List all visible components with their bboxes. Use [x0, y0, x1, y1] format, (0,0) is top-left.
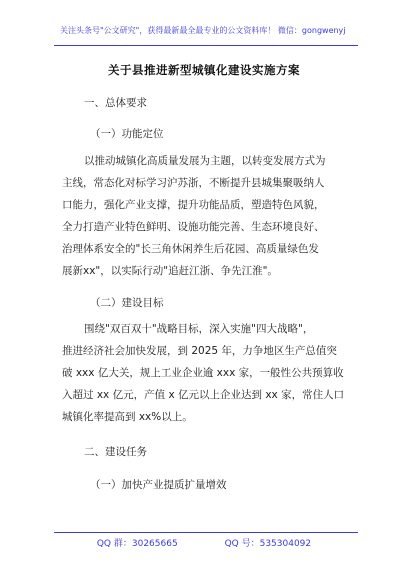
- footer-qq-group: QQ 群：30265665: [96, 539, 178, 549]
- subsection-heading-industry: （一）加快产业提质扩量增效: [90, 479, 227, 491]
- paragraph-line: 主线，常态化对标学习沪苏浙，不断提升县城集聚吸纳人: [62, 177, 325, 189]
- paragraph-function: [62, 150, 352, 282]
- header-banner: 关注头条号"公文研究"，获得最新最全最专业的公文资料库！ 微信：gongwenyj: [60, 26, 346, 35]
- paragraph-line: 以推动城镇化高质量发展为主题，以转变发展方式为: [84, 155, 326, 167]
- paragraph-line: 治理体系安全的"长三角休闲养生后花园、高质量绿色发: [62, 243, 319, 255]
- footer-contacts: [0, 536, 408, 549]
- paragraph-goals: [62, 318, 352, 428]
- paragraph-line: 围绕"双百双十"战略目标，深入实施"四大战略"，: [84, 323, 314, 335]
- footer-qq-number: QQ 号：535304092: [224, 539, 312, 549]
- section-heading-general-requirements: 一、总体要求: [84, 97, 147, 109]
- paragraph-line: 破 xxx 亿大关，规上工业企业逾 xxx 家，一般性公共预算收: [62, 367, 344, 379]
- paragraph-line: 展新xx"，以实际行动"追赶江浙、争先江淮"。: [62, 265, 278, 277]
- paragraph-line: 口能力，强化产业支撑，提升功能品质，塑造特色风貌，: [62, 199, 325, 211]
- paragraph-line: 入超过 xx 亿元，产值 x 亿元以上企业达到 xx 家，常住人口: [62, 389, 345, 401]
- subsection-heading-function: （一）功能定位: [90, 128, 164, 140]
- paragraph-line: 推进经济社会加快发展，到 2025 年，力争地区生产总值突: [62, 345, 337, 357]
- subsection-heading-goals: （二）建设目标: [90, 297, 164, 309]
- section-heading-construction-tasks: 二、建设任务: [84, 446, 147, 458]
- footer-divider: [54, 532, 358, 533]
- paragraph-line: 全力打造产业特色鲜明、设施功能完善、生态环境良好、: [62, 221, 325, 233]
- document-title: 关于县推进新型城镇化建设实施方案: [108, 63, 300, 77]
- paragraph-line: 城镇化率提高到 xx%以上。: [62, 411, 193, 423]
- header-divider: [54, 45, 358, 46]
